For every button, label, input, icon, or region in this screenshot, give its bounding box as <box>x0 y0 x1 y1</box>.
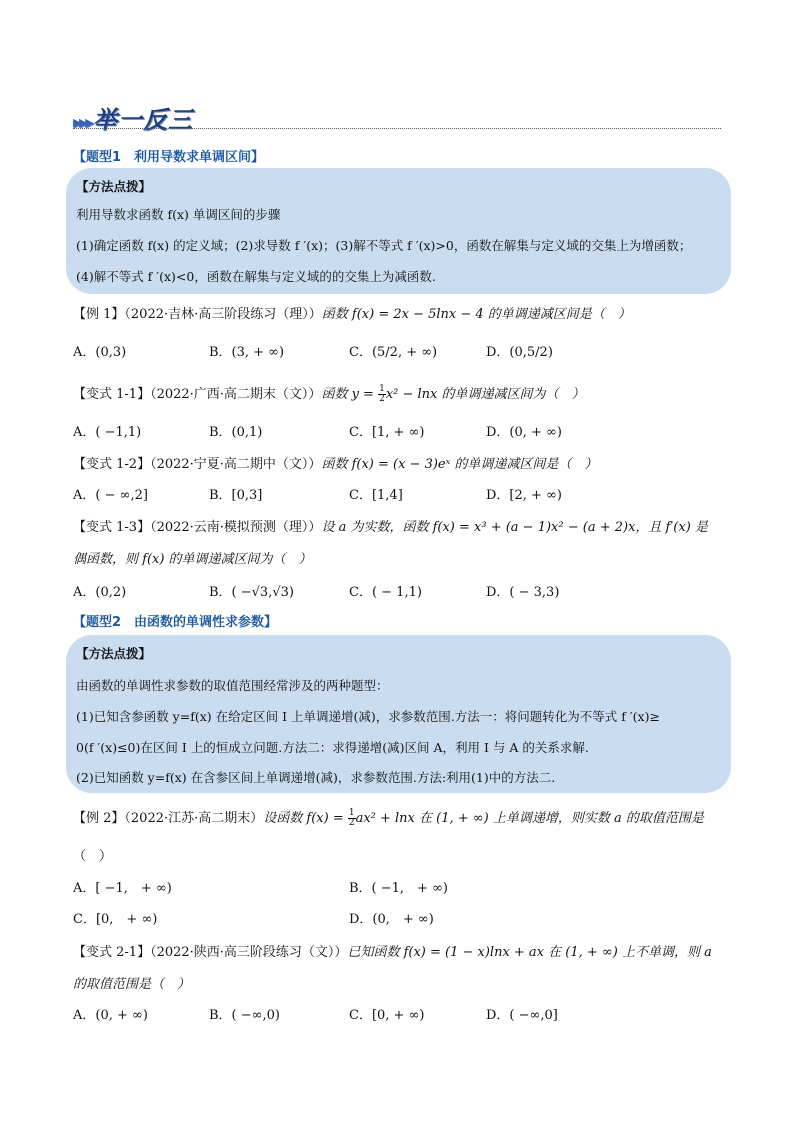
option-b: B．( −1, + ∞) <box>349 881 448 896</box>
type2-method-line: 0(f ′(x)≤0)在区间 I 上的恒成立问题.方法二：求得递增(减)区间 A，利用 I 与 A 的关系求解. <box>76 740 589 755</box>
type2-heading: 【题型2 由函数的单调性求参数】 <box>73 615 278 630</box>
fraction-numerator: 1 <box>348 808 355 818</box>
question-source: （2022·云南·模拟预测（理）） <box>150 520 322 535</box>
option-a: A．(0,2) <box>73 585 127 600</box>
question-stem-line2: 偶函数，则 f(x) 的单调递减区间为（ ） <box>73 552 312 567</box>
question-source: （2022·吉林·高三阶段练习（理）） <box>124 307 322 322</box>
question-label: 【变式 1-3】 <box>73 520 151 535</box>
question-label: 【变式 1-2】 <box>73 457 151 472</box>
option-b: B．[0,3] <box>209 488 263 503</box>
variant1-2-question <box>73 453 597 472</box>
question-stem-line1: 设 a 为实数，函数 f(x) = x³ + (a − 1)x² − (a + 2)x，且 f′(x) 是 <box>321 520 708 535</box>
question-stem-line2: （ ） <box>73 849 113 864</box>
option-a: A．(0,3) <box>73 345 127 360</box>
question-source: （2022·江苏·高二期末） <box>124 811 264 826</box>
question-stem: 函数 f(x) = (x − 3)eˣ 的单调递减区间是（ ） <box>321 457 598 472</box>
fraction-denominator: 2 <box>348 818 355 828</box>
fraction-denominator: 2 <box>379 394 385 404</box>
example1-question <box>73 303 631 322</box>
question-label: 【变式 2-1】 <box>73 945 151 960</box>
type2-method-line: (2)已知函数 y=f(x) 在含参区间上单调递增(减)，求参数范围.方法:利用(1)中的方法二. <box>76 770 556 785</box>
type2-method-line: (1)已知含参函数 y=f(x) 在给定区间 I 上单调递增(减)，求参数范围.方法一：将问题转化为不等式 f ′(x)≥ <box>76 709 660 724</box>
option-a: A．[ −1, + ∞) <box>73 881 172 896</box>
variant2-1-question <box>73 941 712 960</box>
variant1-3-question <box>73 516 708 535</box>
question-stem-post: ax² + lnx 在 (1, + ∞) 上单调递增，则实数 a 的取值范围是 <box>355 811 704 826</box>
banner-title: 举一反三 <box>93 106 194 134</box>
option-d: D．( − 3,3) <box>486 585 560 600</box>
question-label: 【例 1】 <box>73 307 125 322</box>
option-c: C．[0, + ∞) <box>349 1008 425 1023</box>
section-banner <box>73 100 193 135</box>
question-stem: 函数 f(x) = 2x − 5lnx − 4 的单调递减区间是（ ） <box>321 307 631 322</box>
option-a: A．( −1,1) <box>73 425 142 440</box>
question-label: 【变式 1-1】 <box>73 387 151 402</box>
option-c: C．[1, + ∞) <box>349 425 425 440</box>
question-stem-pre: 函数 y = <box>321 387 379 402</box>
question-source: （2022·广西·高二期末（文）） <box>150 387 322 402</box>
type1-method-title: 【方法点拨】 <box>76 179 152 194</box>
question-stem-line2: 的取值范围是（ ） <box>73 977 191 992</box>
type2-method-title: 【方法点拨】 <box>76 646 152 661</box>
type1-method-line: (1)确定函数 f(x) 的定义域；(2)求导数 f ′(x)；(3)解不等式 f ′(x)>0，函数在解集与定义域的交集上为增函数； <box>76 238 692 253</box>
option-d: D．(0, + ∞) <box>349 912 434 927</box>
option-d: D．[2, + ∞) <box>486 488 562 503</box>
option-c: C．[0, + ∞) <box>73 912 158 927</box>
question-source: （2022·宁夏·高二期中（文）） <box>150 457 322 472</box>
dotted-divider <box>73 128 721 129</box>
option-d: D．(0,5/2) <box>486 345 553 360</box>
variant1-1-question <box>73 383 585 404</box>
type2-method-line: 由函数的单调性求参数的取值范围经常涉及的两种题型： <box>76 678 389 693</box>
question-label: 【例 2】 <box>73 811 125 826</box>
example2-question <box>73 807 704 828</box>
option-b: B．(3, + ∞) <box>209 345 285 360</box>
question-stem-pre: 设函数 f(x) = <box>263 811 348 826</box>
type1-method-line: (4)解不等式 f ′(x)<0，函数在解集与定义域的的交集上为减函数. <box>76 269 436 284</box>
fraction <box>348 809 356 828</box>
type1-method-line: 利用导数求函数 f(x) 单调区间的步骤 <box>76 207 281 222</box>
type2-method-box <box>66 635 731 793</box>
option-c: C．( − 1,1) <box>349 585 422 600</box>
question-source: （2022·陕西·高三阶段练习（文）） <box>150 945 348 960</box>
option-c: C．(5/2, + ∞) <box>349 345 438 360</box>
type1-method-box <box>66 168 731 294</box>
option-d: D．( −∞,0] <box>486 1008 558 1023</box>
option-d: D．(0, + ∞) <box>486 425 562 440</box>
option-a: A．( − ∞,2] <box>73 488 148 503</box>
fraction <box>378 385 386 404</box>
type1-heading: 【题型1 利用导数求单调区间】 <box>73 150 265 165</box>
banner-arrows-icon: ▸▸▸ <box>73 112 92 133</box>
option-b: B．( −√3,√3) <box>209 585 294 600</box>
question-stem-line1: 已知函数 f(x) = (1 − x)lnx + ax 在 (1, + ∞) 上不单调，则 a <box>347 945 712 960</box>
option-b: B．(0,1) <box>209 425 263 440</box>
option-a: A．(0, + ∞) <box>73 1008 148 1023</box>
fraction-numerator: 1 <box>379 384 385 394</box>
question-stem-post: x² − lnx 的单调递减区间为（ ） <box>385 387 585 402</box>
option-c: C．[1,4] <box>349 488 403 503</box>
option-b: B．( −∞,0) <box>209 1008 280 1023</box>
